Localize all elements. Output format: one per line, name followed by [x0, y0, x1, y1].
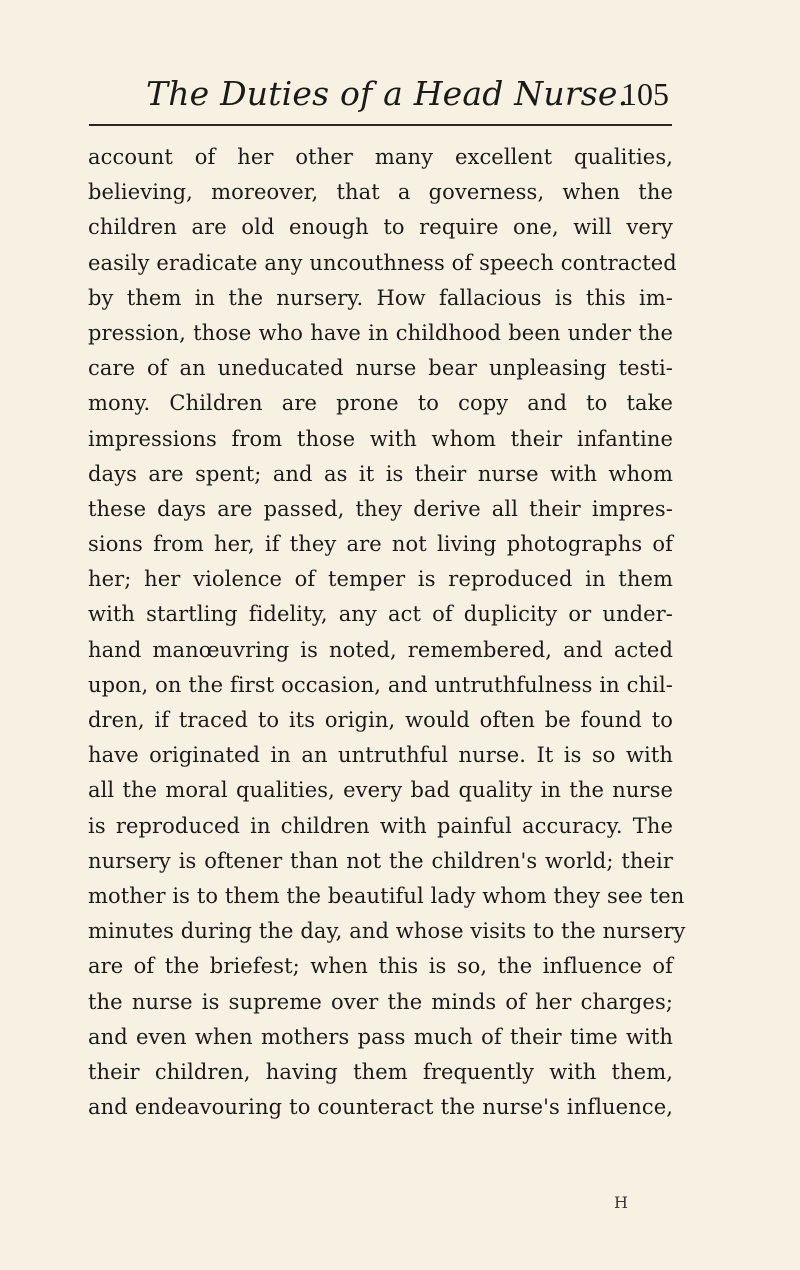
text-line: upon, on the first occasion, and untruthfulness in chil-	[88, 672, 673, 697]
text-line: mony. Children are prone to copy and to take	[88, 391, 673, 416]
text-line: care of an uneducated nurse bear unpleasing testi-	[88, 356, 673, 381]
text-line: sions from her, if they are not living photographs of	[88, 532, 673, 557]
text-line: are of the briefest; when this is so, the influence of	[88, 954, 673, 979]
running-head-title: The Duties of a Head Nurse.	[146, 74, 629, 113]
text-line: her; her violence of temper is reproduced in them	[88, 567, 673, 592]
text-line: and even when mothers pass much of their time with	[88, 1024, 673, 1049]
text-line: is reproduced in children with painful accuracy. The	[88, 813, 673, 838]
text-line: these days are passed, they derive all their impres-	[88, 496, 673, 521]
text-line: impressions from those with whom their infantine	[88, 426, 673, 451]
text-line: nursery is oftener than not the children's world; their	[88, 848, 673, 873]
text-line: children are old enough to require one, will very	[88, 215, 673, 240]
text-line: hand manœuvring is noted, remembered, and acted	[88, 637, 673, 662]
text-line: mother is to them the beautiful lady whom they see ten	[88, 883, 685, 908]
text-line: dren, if traced to its origin, would often be found to	[88, 708, 673, 732]
body-text	[88, 140, 686, 1125]
text-line: and endeavouring to counteract the nurse's influence,	[88, 1095, 673, 1120]
text-line: easily eradicate any uncouthness of speech contracted	[88, 250, 677, 275]
header-rule	[89, 124, 672, 126]
text-line: account of her other many excellent qualities,	[88, 145, 673, 169]
text-line: the nurse is supreme over the minds of her charges;	[88, 989, 673, 1014]
signature-mark: H	[614, 1193, 629, 1212]
page-number: 105	[621, 76, 669, 112]
text-line: by them in the nursery. How fallacious is this im-	[88, 285, 673, 310]
text-line: with startling fidelity, any act of duplicity or under-	[88, 602, 673, 627]
text-line: minutes during the day, and whose visits to the nursery	[88, 919, 686, 944]
text-line: their children, having them frequently with them,	[88, 1059, 673, 1084]
text-line: all the moral qualities, every bad quality in the nurse	[88, 778, 673, 803]
text-line: days are spent; and as it is their nurse with whom	[88, 461, 673, 486]
text-line: have originated in an untruthful nurse. It is so with	[88, 743, 673, 768]
text-line: pression, those who have in childhood been under the	[88, 320, 673, 345]
text-line: believing, moreover, that a governess, when the	[88, 180, 673, 205]
running-head	[0, 74, 800, 124]
